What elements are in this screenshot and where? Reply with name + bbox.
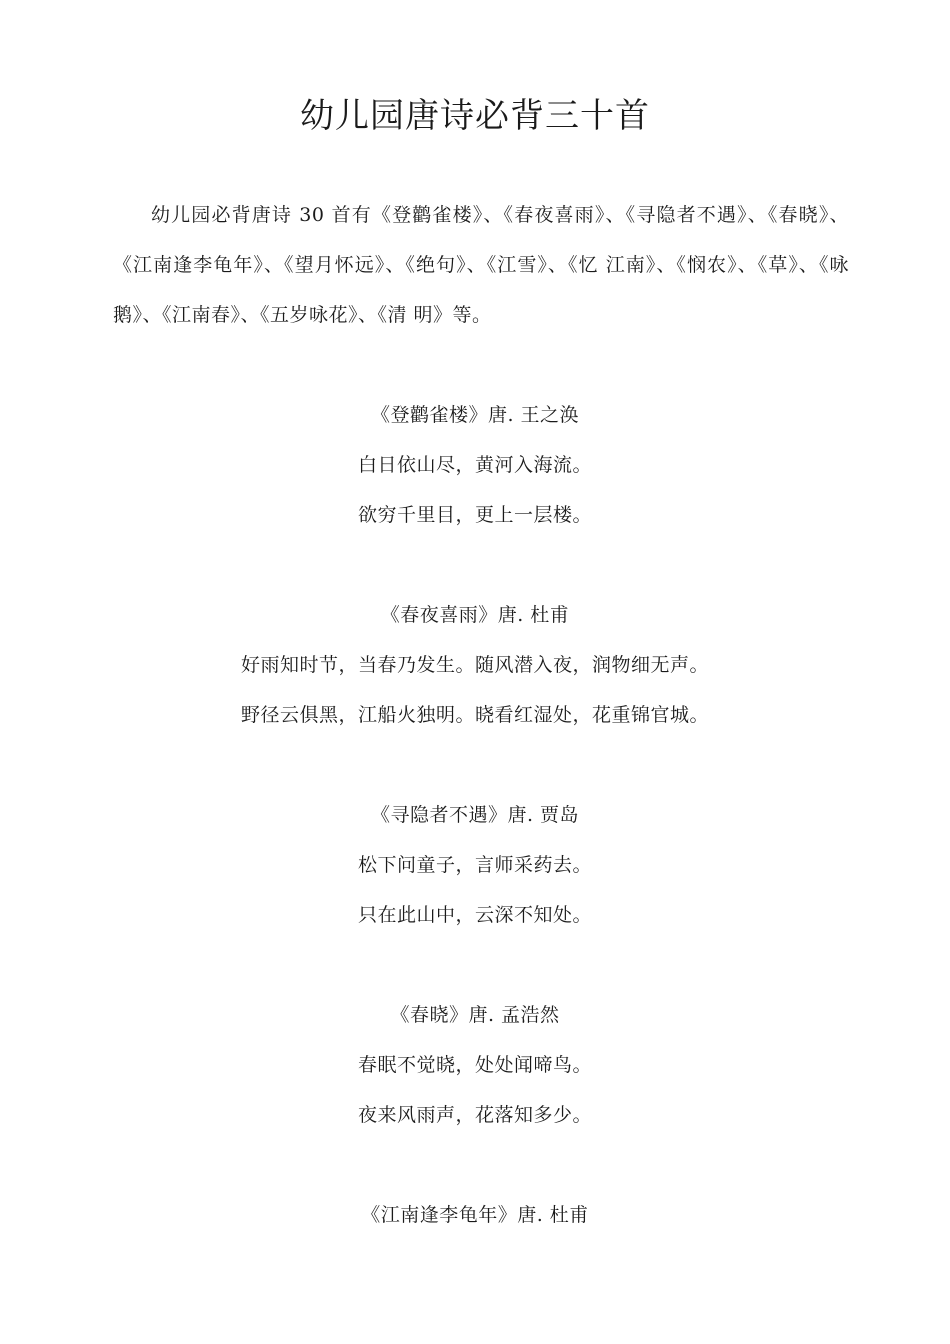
poem-list	[0, 390, 950, 1290]
poem-line: 夜来风雨声，花落知多少。	[357, 1104, 592, 1126]
poem-heading: 《春晓》唐. 孟浩然	[390, 1004, 560, 1026]
poem-chunyexiyu	[0, 590, 950, 740]
poem-heading: 《寻隐者不遇》唐. 贾岛	[370, 804, 580, 826]
poem-dengguanquelou	[0, 390, 950, 540]
poem-heading: 《登鹳雀楼》唐. 王之涣	[370, 404, 580, 426]
poem-line: 野径云俱黑，江船火独明。晓看红湿处，花重锦官城。	[240, 704, 709, 726]
poem-xunyinzhebuyu	[0, 790, 950, 940]
poem-heading: 《江南逢李龟年》唐. 杜甫	[361, 1204, 589, 1226]
document-title: 幼儿园唐诗必背三十首	[300, 96, 650, 136]
poem-line: 欲穷千里目，更上一层楼。	[357, 504, 592, 526]
poem-heading: 《春夜喜雨》唐. 杜甫	[380, 604, 570, 626]
poem-line: 松下问童子，言师采药去。	[357, 854, 592, 876]
poem-chunxiao	[0, 990, 950, 1140]
poem-line: 白日依山尽，黄河入海流。	[357, 454, 592, 476]
poem-line: 只在此山中，云深不知处。	[357, 904, 592, 926]
intro-paragraph: 幼儿园必背唐诗 30 首有《登鹳雀楼》、《春夜喜雨》、《寻隐者不遇》、《春晓》、《江南逢李龟年》、《望月怀远》、《绝句》、《江雪》、《忆 江南》、《悯农》、《草》、《咏鹅》、《江南春》、《五岁咏花》、《清 明》等。	[113, 204, 849, 326]
poem-line: 春眠不觉晓，处处闻啼鸟。	[357, 1054, 592, 1076]
poem-line: 好雨知时节，当春乃发生。随风潜入夜，润物细无声。	[240, 654, 709, 676]
poem-jiangnanfengliguinian	[0, 1190, 950, 1240]
